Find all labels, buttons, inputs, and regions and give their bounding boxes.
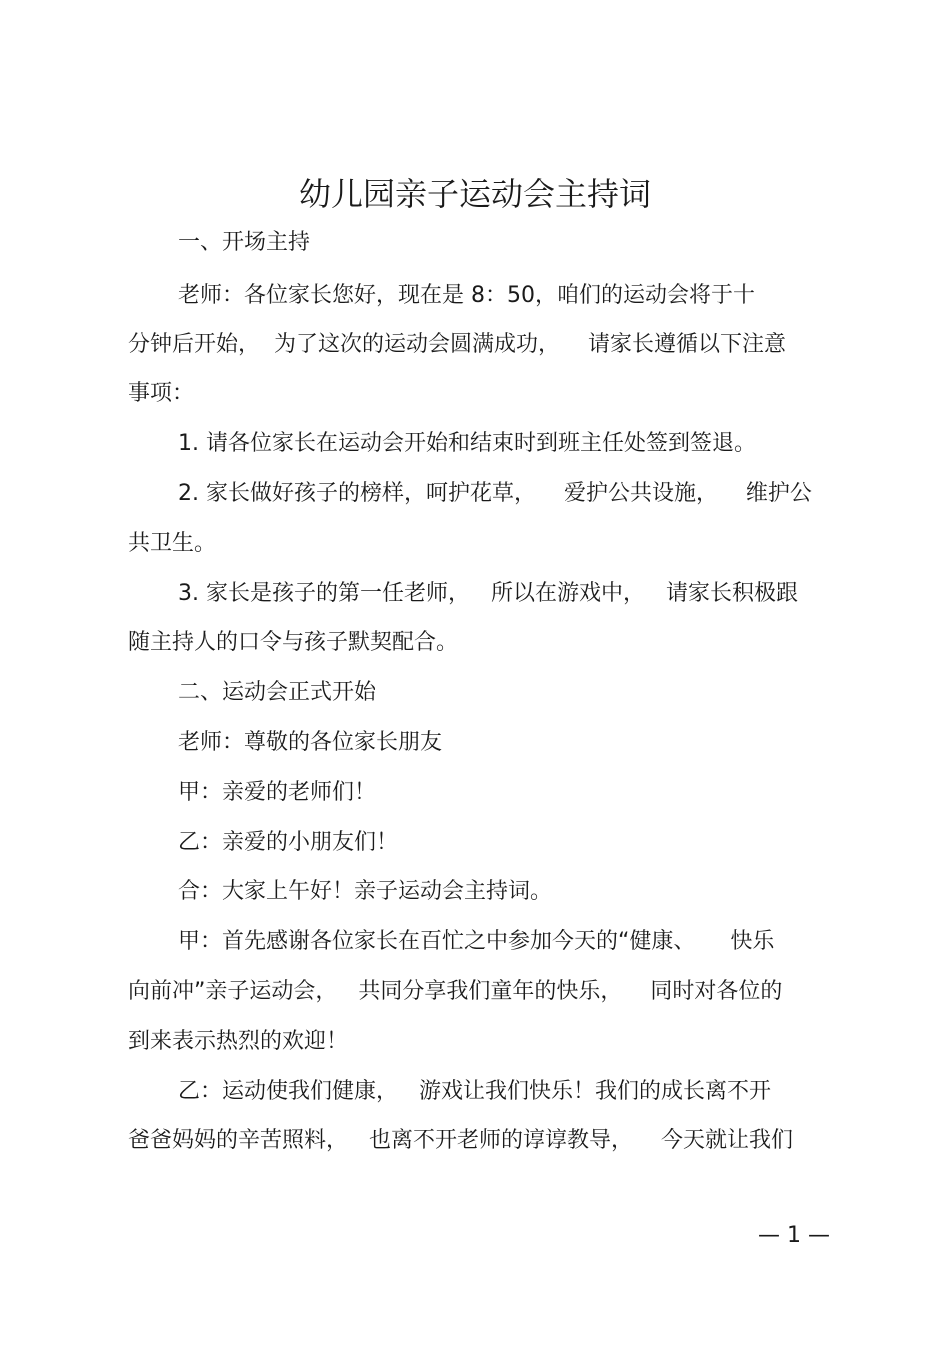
- paragraph-line: 分钟后开始， 为了这次的运动会圆满成功， 请家长遵循以下注意: [128, 332, 786, 357]
- dialogue-line: 老师：尊敬的各位家长朋友: [178, 730, 443, 755]
- paragraph-line: 爸爸妈妈的辛苦照料， 也离不开老师的谆谆教导， 今天就让我们: [128, 1128, 793, 1153]
- dialogue-line: 乙：亲爱的小朋友们！: [178, 830, 399, 855]
- paragraph-line: 共卫生。: [128, 531, 217, 556]
- paragraph-line: 随主持人的口令与孩子默契配合。: [128, 630, 459, 655]
- list-item-2: 2. 家长做好孩子的榜样，呵护花草， 爱护公共设施， 维护公: [178, 481, 812, 506]
- paragraph-line: 老师：各位家长您好，现在是 8：50，咱们的运动会将于十: [178, 283, 755, 308]
- paragraph-line: 事项：: [128, 381, 195, 406]
- list-item-1: 1. 请各位家长在运动会开始和结束时到班主任处签到签退。: [178, 431, 756, 456]
- dialogue-line: 乙：运动使我们健康， 游戏让我们快乐！我们的成长离不开: [178, 1079, 771, 1104]
- document-title: 幼儿园亲子运动会主持词: [298, 175, 651, 213]
- dialogue-line: 甲：首先感谢各位家长在百忙之中参加今天的“健康、 快乐: [178, 929, 775, 954]
- paragraph-line: 向前冲”亲子运动会， 共同分享我们童年的快乐， 同时对各位的: [128, 979, 783, 1004]
- section-heading-opening: 一、开场主持: [178, 230, 311, 255]
- paragraph-line: 到来表示热烈的欢迎！: [128, 1029, 349, 1054]
- list-item-3: 3. 家长是孩子的第一任老师， 所以在游戏中， 请家长积极跟: [178, 581, 798, 606]
- page-number: — 1 —: [758, 1223, 830, 1248]
- section-heading-start: 二、运动会正式开始: [178, 680, 377, 705]
- dialogue-line: 合：大家上午好！亲子运动会主持词。: [178, 879, 553, 904]
- dialogue-line: 甲：亲爱的老师们！: [178, 780, 377, 805]
